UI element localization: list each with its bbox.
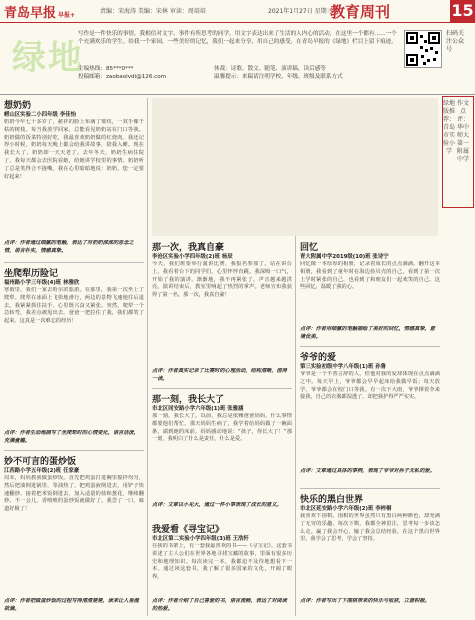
article-body: 奶奶今年七十多岁了，慈祥的脸上布满了皱纹，一双手像干枯的树枝。每当我放学回家，总能看见奶奶站在门口等我。奶奶做的饭菜特别好吃，我最喜欢奶奶做的红烧肉。我还记得小时候，奶奶每天晚上都会给我讲故事，陪我入睡。现在我长大了，奶奶却一天天老了。去年冬天，奶奶生病住院了，我每天都会去医院看她，给她讲学校里的事情。奶奶听了总是笑得合不拢嘴。我在心里暗暗地说：奶奶，您一定要好起来！ xyxy=(4,119,144,180)
article-title: 想奶奶 xyxy=(4,101,32,111)
article-comment: 点评：作者通过细腻的笔触，表达了对奶奶深深的思念之情，语言朴实，情感真挚。 xyxy=(4,240,134,254)
article-body: 寒假里，我们一家去哈尔滨旅游。在那里，我第一次坐上了爬犁。爬犁在冰面上飞快地滑行，两边的景物飞速地往后退去。我紧紧抓住扶手，心里既兴奋又紧张。突然，爬犁一个急转弯，我差点被甩出去。爸爸一把拉住了我，我们都笑了起来。这真是一次难忘的经历！ xyxy=(4,287,144,325)
article-author: 市北区延安路小学六年级(2)班 李梓桐 xyxy=(300,506,392,512)
article-title: 爷爷的爱 xyxy=(300,353,337,363)
submission-genres: 体裁：诗歌、散文、随笔、演讲稿、读后感等 xyxy=(214,66,326,72)
article-author: 江西路小学五年级(2)班 任家豪 xyxy=(4,468,80,474)
article-comment: 点评：作者把做蛋炒饭的过程写得清清楚楚，读来让人垂涎欲滴。 xyxy=(4,598,139,612)
article-comment: 点评：文章以小见大，通过一件小事表现了成长的意义。 xyxy=(152,502,282,508)
page-number: 15 xyxy=(451,1,474,20)
side-label-2: 绿地版推荐：青岛市实验小学 xyxy=(443,100,456,155)
article-author: 青大附属中学2019级(10)班 张诗宁 xyxy=(300,254,389,260)
banner-divider xyxy=(0,94,475,95)
article-body: 今天，我们班要举行演讲比赛，我报名参加了。站在讲台上，我看着台下的同学们，心里怦怦直跳。我深吸一口气，开始了我的演讲。渐渐地，我不再紧张了，声音越来越洪亮。演讲结束后，教室里响起了热烈的掌声。老师宣布我获得了第一名，那一次，我真自豪！ xyxy=(152,261,292,299)
article-title: 回忆 xyxy=(300,243,319,253)
article-divider xyxy=(4,262,144,263)
article-author: 市北区第二实验小学四年级(3)班 王浩轩 xyxy=(152,536,249,542)
qr-code-icon[interactable] xyxy=(404,30,442,68)
article-divider xyxy=(4,450,144,451)
article-title: 那一刻，我长大了 xyxy=(152,395,225,405)
article-comment: 点评：作者写出了下围棋带来的快乐与收获，立意积极。 xyxy=(300,598,430,604)
newspaper-logo: 青岛早报 早报+ xyxy=(4,6,76,21)
section-title: 教育周刊 xyxy=(330,3,391,21)
article-comment: 点评：文章通过具体的事例，表现了爷爷对孙子无私的爱。 xyxy=(300,468,435,474)
editor-meta: 责编：宋海涛 美编：宋林 审读：周培培 xyxy=(100,8,206,15)
article-body: 我喜欢下围棋。围棋的世界虽然只有黑白两种颜色，却充满了无穷的乐趣。每次下棋，我都全神贯注，思考每一步该怎么走。赢了我会开心，输了我会总结经验。在这个黑白世界里，我学会了思考，学会了坚持。 xyxy=(300,513,440,543)
article-comment: 点评：作者用细腻的笔触描绘了美好的回忆，情感真挚，意境优美。 xyxy=(300,326,435,340)
submission-tip: 温馨提示：来稿请注明学校、年级、班级及联系方式 xyxy=(214,74,343,80)
article-title: 我爱看《寻宝记》 xyxy=(152,525,225,535)
qr-caption: 扫码关注公众号 xyxy=(446,30,465,53)
column-title-green: 绿地 xyxy=(12,38,84,78)
article-divider xyxy=(152,388,292,389)
column-intro: 写作是一件快乐的事情，我相信对文字、事件有所思考的同学，用文字表达出来了生活的人内心的活动，在这里一个都有……一个个充满欢乐的学生。给我一个家园，一些美好的记忆，我们一起来分享，用自己的感受，在青岛早报的《绿地》栏目上留下痕迹。 xyxy=(78,31,397,45)
article-comment: 点评：作者介绍了自己喜爱的书，语言流畅，表达了对阅读的热爱。 xyxy=(152,598,287,612)
editor-email: 投稿邮箱：zaobaolvdi@126.com xyxy=(78,74,167,80)
article-title: 快乐的黑白世界 xyxy=(300,495,364,505)
article-author: 福州路小学三年级(4)班 林雅欣 xyxy=(4,280,80,286)
editor-phone: 主编热线：85***0*** xyxy=(78,66,134,72)
article-comment: 点评：作者生动地描写了坐爬犁时的心情变化，语言活泼，充满童趣。 xyxy=(4,430,139,444)
article-author: 市北区同安路小学六年级(1)班 张雅涵 xyxy=(152,406,244,412)
article-body: 那一刻，我长大了。以前，我总是依赖爸爸妈妈，什么事情都要他们帮忙。那天妈妈生病了，我学着给妈妈做了一碗面条，端到她的床前。妈妈感动地说：“孩子，你长大了！”那一刻，我明白了什么是责任，什么是爱。 xyxy=(152,413,292,443)
article-author: 第三实验初级中学八年级(1)班 孙鲁 xyxy=(300,364,387,370)
article-author: 李沧区实验小学四年级(2)班 杨辰 xyxy=(152,254,233,260)
article-body: 爷爷是一个不善言辞的人，但他对我的爱却体现在点点滴滴之中。每天早上，爷爷都会早早起床给我做早饭；每天放学，爷爷都会在校门口等我。有一次下大雨，爷爷撑着伞来接我，自己的衣服都湿透了，却把我护得严严实实。 xyxy=(300,371,440,401)
article-title: 妙不可言的蛋炒饭 xyxy=(4,457,77,467)
article-divider xyxy=(300,346,440,347)
article-body: 回忆像一本厚厚的相册，记录着成长的点点滴滴。翻开这本相册，我看到了童年时在海边捡贝壳的自己，看到了第一次上学时紧张的自己，也看到了和朋友们一起欢笑的自己。这些回忆，温暖了我的心。 xyxy=(300,261,440,291)
column-divider xyxy=(147,98,148,616)
article-comment: 点评：作者真实记录了比赛时的心理活动，结构清晰，值得一读。 xyxy=(152,368,287,382)
issue-date: 2021年1月27日 星期三 xyxy=(268,8,333,15)
article-divider xyxy=(300,488,440,489)
article-title: 那一次，我真自豪 xyxy=(152,243,225,253)
header-rule xyxy=(0,22,475,23)
article-title: 坐爬犁历险记 xyxy=(4,269,59,279)
article-body: 周末，妈妈教我做蛋炒饭。首先把鸡蛋打进碗里搅拌均匀，然后把油倒进锅里，等油热了，把鸡蛋液倒进去，用铲子快速翻炒。接着把米饭倒进去，加入适量的盐和葱花，继续翻炒。不一会儿，香喷喷的蛋炒饭就做好了。我尝了一口，味道好极了！ xyxy=(4,475,144,513)
article-author: 崂山区实验二小四年级 李佳怡 xyxy=(4,112,76,118)
article-illustration xyxy=(152,98,438,236)
article-body: 在我的书架上，有一套我最喜欢的书——《寻宝记》。这套书讲述了主人公们在世界各地寻找宝藏的故事，里面有很多历史和地理知识。每次读完一本，我都迫不及待地想看下一本。通过读这套书，我了解了很多国家的文化，开阔了眼界。 xyxy=(152,543,292,581)
side-label-1: 作文点评：华中师大第一附属中学 xyxy=(456,100,469,163)
